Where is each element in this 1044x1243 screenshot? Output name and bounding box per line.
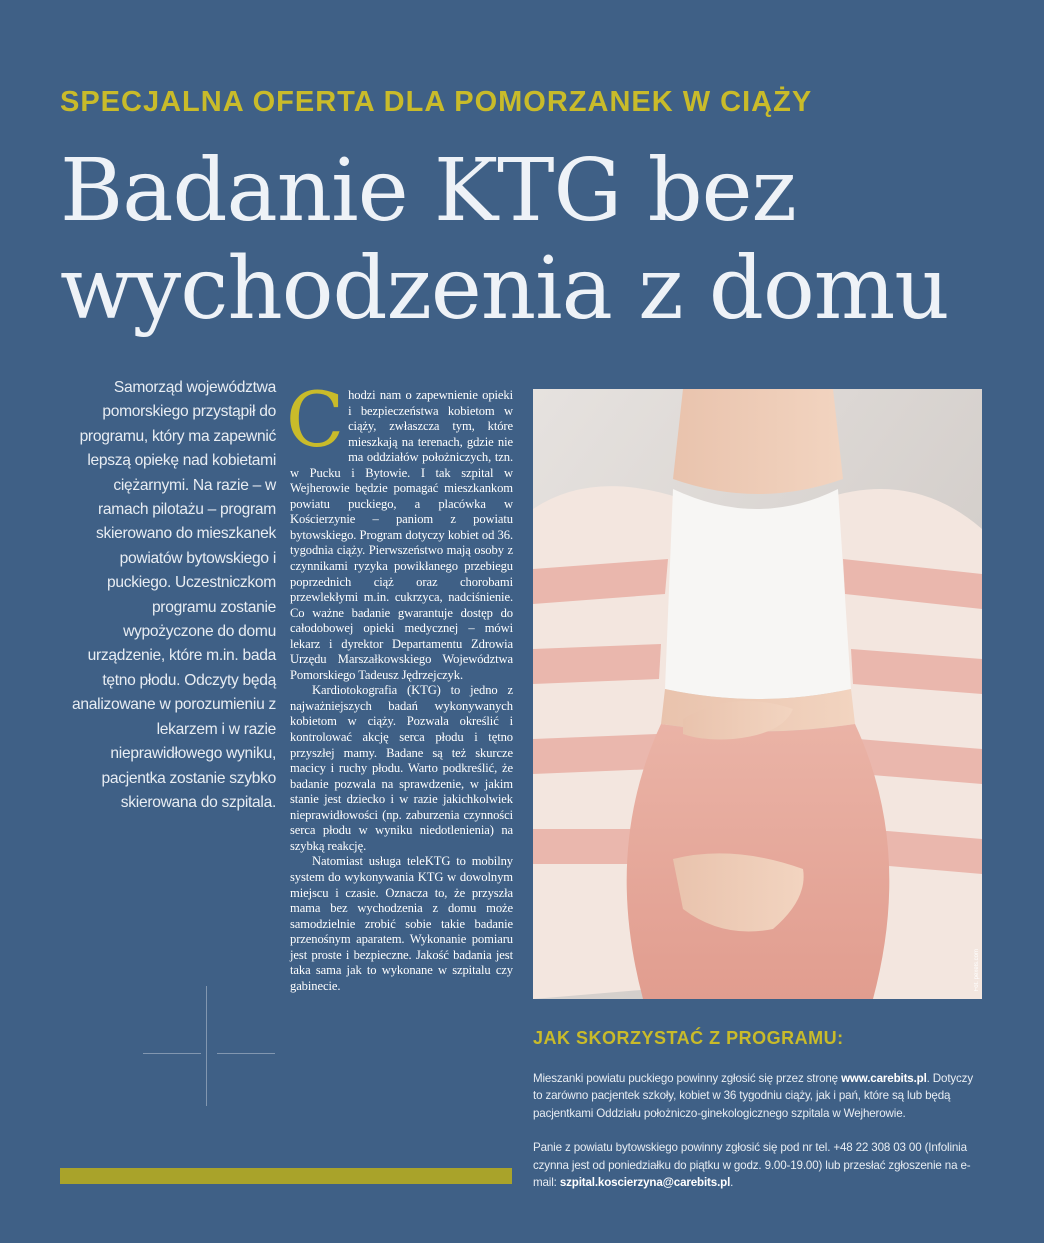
headline-line-1: Badanie KTG bez (60, 141, 796, 241)
howto-paragraph-1 (533, 1070, 973, 1122)
drop-cap: C (286, 375, 345, 464)
howto-section (533, 1070, 973, 1208)
photo-illustration (533, 389, 982, 999)
crosshair-horizontal-line-right (217, 1053, 275, 1054)
kicker: SPECJALNA OFERTA DLA POMORZANEK W CIĄŻY (60, 86, 813, 118)
body-paragraph-2: Kardiotokografia (KTG) to jedno z najważniejszych badań wykonywanych kobietom w ciąży. Pozwala określić i kontrolować akcję serca płodu i tętno przyszłej mamy. Badane są też skurcze macicy i ruchy płodu. Warto podkreślić, że badanie pozwala na sprawdzenie, w jakim stanie jest dziecko i w razie jakichkolwiek nieprawidłowości (np. zaburzenia czynności serca płodu w wyniku niedotlenienia) na szybką reakcję. (290, 683, 513, 853)
carebits-link[interactable]: www.carebits.pl (841, 1072, 927, 1085)
howto-p1-text-a: Mieszanki powiatu puckiego powinny zgłosić się przez stronę (533, 1072, 842, 1085)
body-paragraph-1 (286, 375, 513, 683)
howto-p2-text-a: Panie z powiatu bytowskiego powinny zgłosić się pod nr tel. +48 22 308 03 00 (Infolinia czynna jest od poniedziałku do piątku w godz. 9.00-19.00) lub przesłać zgłoszenie na e-mail: (533, 1141, 971, 1190)
article-body (286, 375, 513, 994)
howto-paragraph-2 (533, 1139, 973, 1191)
pregnant-woman-photo (533, 389, 982, 999)
crosshair-horizontal-line-left (143, 1053, 201, 1054)
crosshair-vertical-line (206, 986, 207, 1106)
footer-accent-bar (60, 1168, 512, 1184)
email-link[interactable]: szpital.koscierzyna@carebits.pl (559, 1176, 731, 1190)
headline (60, 142, 949, 338)
lede-paragraph: Samorząd województwa pomorskiego przystąpił do programu, który ma zapewnić lepszą opiekę nad kobietami ciężarnymi. Na razie – w ramach pilotażu – program skierowano do mieszkanek powiatów bytowskiego i puckiego. Uczestniczkom programu zostanie wypożyczone do domu urządzenie, które m.in. bada tętno płodu. Odczyty będą analizowane w porozumieniu z lekarzem i w razie nieprawidłowego wyniku, pacjentka zostanie szybko skierowana do szpitala. (72, 379, 276, 811)
howto-p2-text-b: . (730, 1176, 734, 1190)
howto-p1-text-b: . Dotyczy to zarówno pacjentek szkoły, kobiet w 36 tygodniu ciąży, jak i pań, które są lub będą pacjentkami Oddziału położniczo-ginekologicznego szpitala w Wejherowie. (533, 1072, 973, 1120)
body-paragraph-3: Natomiast usługa teleKTG to mobilny system do wykonywania KTG w dowolnym miejscu i czasie. Oznacza to, że przyszła mama bez wychodzenia z domu może samodzielnie zrobić sobie takie badanie przenośnym aparatem. Wykonanie pomiaru jest proste i bezpieczne. Jakość badania jest taka sama jak to wykonane w szpitalu czy gabinecie. (290, 854, 513, 993)
howto-title: JAK SKORZYSTAĆ Z PROGRAMU: (533, 1028, 844, 1048)
headline-line-2: wychodzenia z domu (60, 239, 949, 339)
photo-credit: Fot. pexels.com (974, 948, 980, 991)
body-paragraph-1-text: hodzi nam o zapewnienie opieki i bezpieczeństwa kobietom w ciąży, zwłaszcza tym, które mieszkają na terenach, gdzie nie ma oddziałów położniczych, tzn. w Pucku i Bytowie. I tak szpital w Wejherowie będzie pomagać mieszkankom powiatu puckiego, a placówka w Kościerzynie – paniom z powiatu bytowskiego. Program dotyczy kobiet od 36. tygodnia ciąży. Pierwszeństwo mają osoby z czynnikami ryzyka powikłanego przebiegu poprzednich ciąż oraz chorobami przewlekłymi m.in. cukrzyca, nadciśnienie. Co ważne badanie gwarantuje dostęp do całodobowej opieki medycznej – mówi lekarz i dyrektor Departamentu Zdrowia Urzędu Marszałkowskiego Województwa Pomorskiego Tadeusz Jędrzejczyk. (290, 388, 513, 682)
